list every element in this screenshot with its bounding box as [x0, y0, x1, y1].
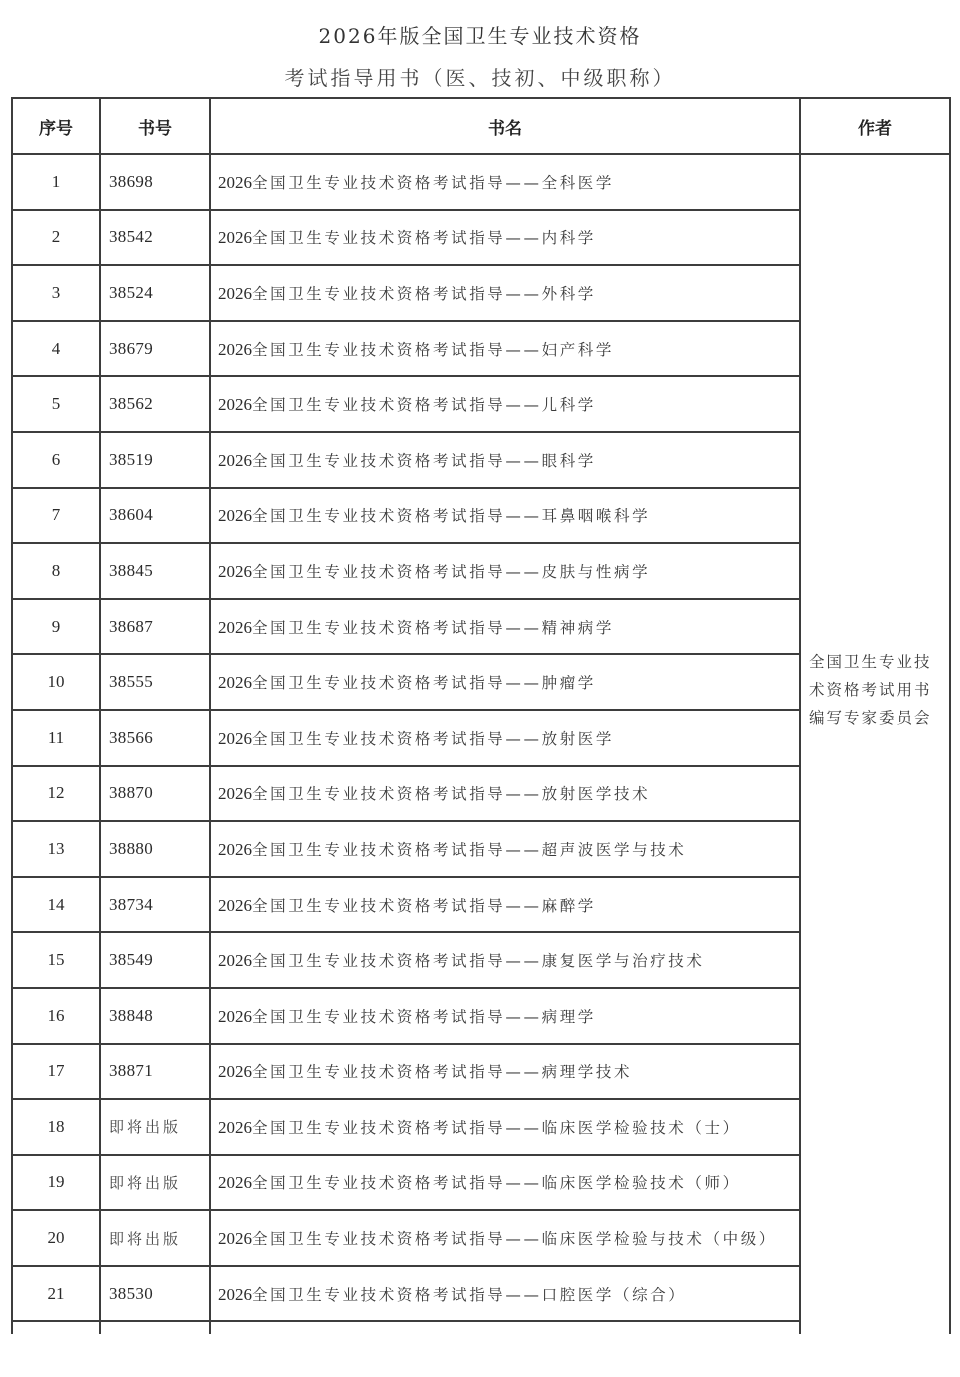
row-book-name	[210, 1266, 800, 1322]
row-index: 11	[12, 710, 100, 766]
book-name-subject: 临床医学检验与技术（中级）	[541, 1230, 777, 1249]
row-book-code: 38566	[100, 710, 210, 766]
row-book-name	[210, 988, 800, 1044]
row-book-code: 即将出版	[100, 1155, 210, 1211]
book-name-prefix: 全国卫生专业技术资格考试指导——	[252, 1285, 542, 1304]
book-name-year: 2026	[218, 172, 252, 192]
book-name-year: 2026	[218, 506, 252, 526]
book-name-subject: 临床医学检验技术（士）	[541, 1118, 741, 1137]
row-book-name	[210, 154, 800, 210]
book-name-prefix: 全国卫生专业技术资格考试指导——	[252, 1118, 542, 1137]
book-name-year: 2026	[218, 1117, 252, 1137]
book-name-prefix: 全国卫生专业技术资格考试指导——	[252, 340, 542, 359]
column-header-book-name: 书名	[210, 98, 800, 154]
book-name-prefix: 全国卫生专业技术资格考试指导——	[252, 785, 542, 804]
row-index: 16	[12, 988, 100, 1044]
book-name-subject: 超声波医学与技术	[541, 840, 687, 859]
book-name-prefix: 全国卫生专业技术资格考试指导——	[252, 1007, 542, 1026]
row-book-code: 38848	[100, 988, 210, 1044]
book-name-prefix: 全国卫生专业技术资格考试指导——	[252, 840, 542, 859]
book-name-year: 2026	[218, 728, 252, 748]
book-name-prefix: 全国卫生专业技术资格考试指导——	[252, 396, 542, 415]
row-book-code: 38555	[100, 654, 210, 710]
row-book-name	[210, 654, 800, 710]
row-book-code: 38524	[100, 265, 210, 321]
book-name-subject: 放射医学	[541, 729, 615, 748]
row-index: 9	[12, 599, 100, 655]
book-name-subject: 皮肤与性病学	[541, 562, 651, 581]
row-book-name	[210, 210, 800, 266]
book-name-year: 2026	[218, 450, 252, 470]
row-index: 17	[12, 1044, 100, 1100]
row-index: 20	[12, 1210, 100, 1266]
row-book-code: 38604	[100, 488, 210, 544]
book-name-subject: 内科学	[541, 229, 596, 248]
row-index: 6	[12, 432, 100, 488]
row-book-name	[210, 710, 800, 766]
row-book-name	[210, 376, 800, 432]
row-book-name	[210, 543, 800, 599]
row-book-code: 38880	[100, 821, 210, 877]
partial-cell	[100, 1321, 210, 1334]
book-name-subject: 妇产科学	[541, 340, 615, 359]
row-book-code: 38870	[100, 766, 210, 822]
row-index: 2	[12, 210, 100, 266]
row-book-code: 38530	[100, 1266, 210, 1322]
row-book-name	[210, 821, 800, 877]
row-book-name	[210, 1044, 800, 1100]
book-name-year: 2026	[218, 673, 252, 693]
row-index: 5	[12, 376, 100, 432]
column-header-author: 作者	[800, 98, 950, 154]
row-index: 7	[12, 488, 100, 544]
book-name-subject: 精神病学	[541, 618, 615, 637]
book-name-year: 2026	[218, 1006, 252, 1026]
book-name-subject: 康复医学与治疗技术	[541, 952, 705, 971]
row-index: 15	[12, 932, 100, 988]
book-name-prefix: 全国卫生专业技术资格考试指导——	[252, 1063, 542, 1082]
book-name-subject: 全科医学	[541, 173, 615, 192]
row-book-code: 38549	[100, 932, 210, 988]
book-name-prefix: 全国卫生专业技术资格考试指导——	[252, 729, 542, 748]
column-header-book-code: 书号	[100, 98, 210, 154]
book-name-prefix: 全国卫生专业技术资格考试指导——	[252, 896, 542, 915]
book-name-year: 2026	[218, 228, 252, 248]
table-body	[12, 154, 950, 1334]
book-name-year: 2026	[218, 283, 252, 303]
row-index: 3	[12, 265, 100, 321]
book-name-prefix: 全国卫生专业技术资格考试指导——	[252, 1230, 542, 1249]
book-name-prefix: 全国卫生专业技术资格考试指导——	[252, 674, 542, 693]
book-name-year: 2026	[218, 395, 252, 415]
row-book-name	[210, 432, 800, 488]
book-name-prefix: 全国卫生专业技术资格考试指导——	[252, 1174, 542, 1193]
row-index: 13	[12, 821, 100, 877]
row-book-code: 38687	[100, 599, 210, 655]
book-name-subject: 儿科学	[541, 396, 596, 415]
book-name-year: 2026	[218, 951, 252, 971]
row-book-code: 38871	[100, 1044, 210, 1100]
row-index: 8	[12, 543, 100, 599]
book-name-prefix: 全国卫生专业技术资格考试指导——	[252, 229, 542, 248]
book-name-subject: 放射医学技术	[541, 785, 651, 804]
book-name-year: 2026	[218, 1062, 252, 1082]
row-book-code: 38845	[100, 543, 210, 599]
row-index: 18	[12, 1099, 100, 1155]
row-book-code: 38698	[100, 154, 210, 210]
book-name-subject: 临床医学检验技术（师）	[541, 1174, 741, 1193]
row-book-name	[210, 321, 800, 377]
book-name-subject: 麻醉学	[541, 896, 596, 915]
row-index: 12	[12, 766, 100, 822]
column-header-index: 序号	[12, 98, 100, 154]
book-name-prefix: 全国卫生专业技术资格考试指导——	[252, 562, 542, 581]
book-name-subject: 外科学	[541, 284, 596, 303]
author-text: 全国卫生专业技术资格考试用书编写专家委员会	[809, 653, 932, 727]
book-name-year: 2026	[218, 617, 252, 637]
row-book-name	[210, 488, 800, 544]
book-name-year: 2026	[218, 1284, 252, 1304]
book-name-prefix: 全国卫生专业技术资格考试指导——	[252, 173, 542, 192]
document-title-line-2: 考试指导用书（医、技初、中级职称）	[284, 66, 676, 90]
partial-cell	[210, 1321, 800, 1334]
row-book-code: 38734	[100, 877, 210, 933]
partial-cell	[12, 1321, 100, 1334]
book-name-year: 2026	[218, 561, 252, 581]
row-book-name	[210, 1210, 800, 1266]
book-name-prefix: 全国卫生专业技术资格考试指导——	[252, 507, 542, 526]
book-list-table	[11, 97, 951, 1334]
row-book-code: 即将出版	[100, 1210, 210, 1266]
row-book-name	[210, 766, 800, 822]
book-name-year: 2026	[218, 839, 252, 859]
table-header-row	[12, 98, 950, 154]
book-name-prefix: 全国卫生专业技术资格考试指导——	[252, 952, 542, 971]
row-index: 19	[12, 1155, 100, 1211]
row-book-name	[210, 877, 800, 933]
row-book-code: 38562	[100, 376, 210, 432]
row-book-name	[210, 265, 800, 321]
book-name-subject: 眼科学	[541, 451, 596, 470]
book-name-subject: 口腔医学（综合）	[541, 1285, 687, 1304]
book-name-subject: 病理学	[541, 1007, 596, 1026]
book-name-year: 2026	[218, 339, 252, 359]
row-book-name	[210, 599, 800, 655]
book-name-year: 2026	[218, 1229, 252, 1249]
author-cell	[800, 154, 950, 1334]
book-name-year: 2026	[218, 784, 252, 804]
row-index: 4	[12, 321, 100, 377]
book-name-prefix: 全国卫生专业技术资格考试指导——	[252, 618, 542, 637]
book-name-prefix: 全国卫生专业技术资格考试指导——	[252, 451, 542, 470]
row-book-code: 38542	[100, 210, 210, 266]
row-book-code: 即将出版	[100, 1099, 210, 1155]
book-name-subject: 耳鼻咽喉科学	[541, 507, 651, 526]
row-book-code: 38679	[100, 321, 210, 377]
row-index: 10	[12, 654, 100, 710]
row-book-name	[210, 1155, 800, 1211]
table-row	[12, 154, 950, 210]
row-index: 21	[12, 1266, 100, 1322]
book-name-year: 2026	[218, 1173, 252, 1193]
row-index: 14	[12, 877, 100, 933]
book-name-year: 2026	[218, 895, 252, 915]
row-book-name	[210, 932, 800, 988]
document-title-line-1: 2026年版全国卫生专业技术资格	[318, 24, 642, 48]
row-index: 1	[12, 154, 100, 210]
book-name-prefix: 全国卫生专业技术资格考试指导——	[252, 284, 542, 303]
book-name-subject: 肿瘤学	[541, 674, 596, 693]
book-name-subject: 病理学技术	[541, 1063, 633, 1082]
row-book-name	[210, 1099, 800, 1155]
row-book-code: 38519	[100, 432, 210, 488]
